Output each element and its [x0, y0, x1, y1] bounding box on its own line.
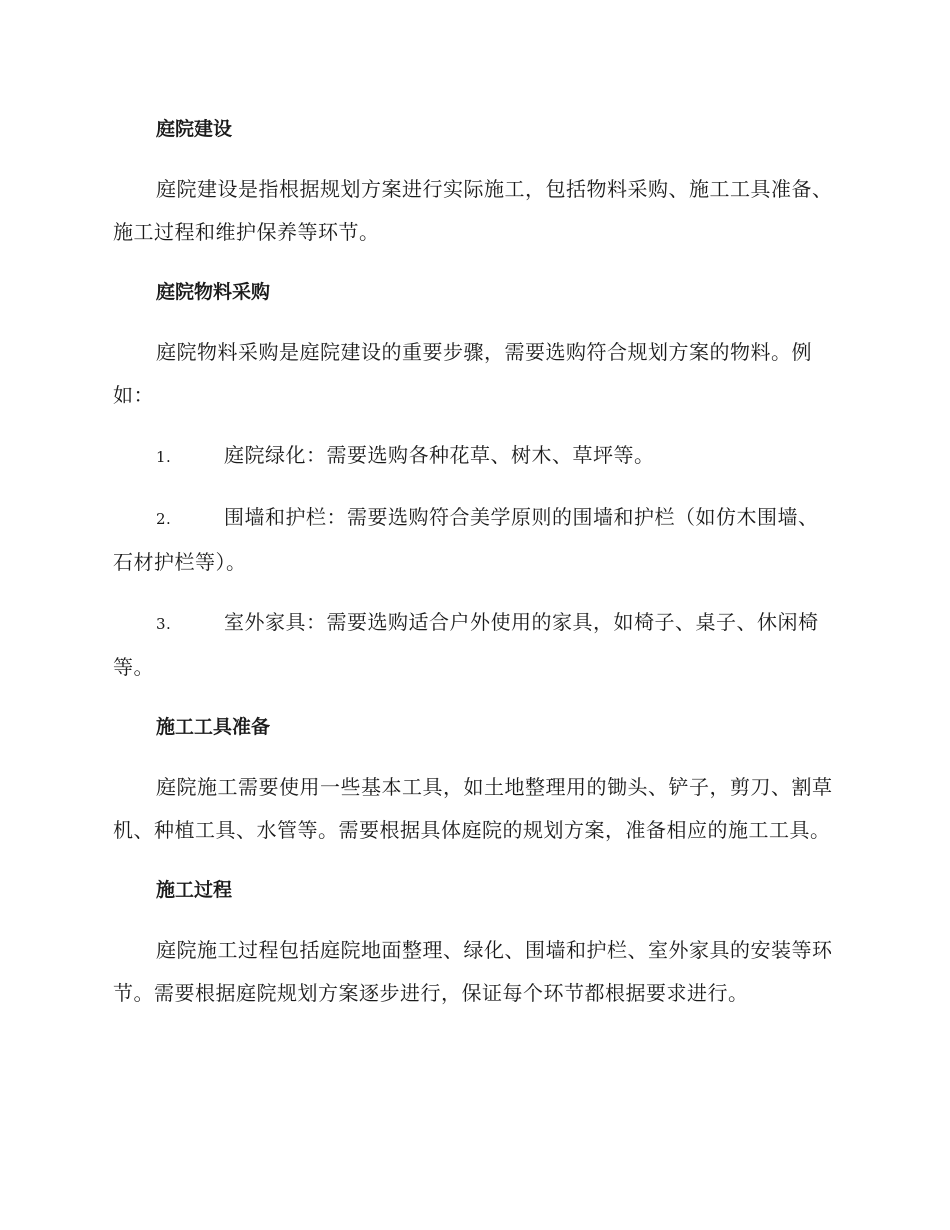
- section-heading-tool-preparation: 施工工具准备: [156, 716, 271, 738]
- section-paragraph-construction-process: 庭院施工过程包括庭院地面整理、绿化、围墙和护栏、室外家具的安装等环节。需要根据庭院规划方案逐步进行，保证每个环节都根据要求进行。: [113, 938, 833, 1005]
- document-page: [113, 108, 838, 1032]
- section-paragraph-courtyard-construction: 庭院建设是指根据规划方案进行实际施工，包括物料采购、施工工具准备、施工过程和维护保养等环节。: [113, 177, 833, 244]
- list-item: [113, 434, 838, 479]
- section-heading-courtyard-construction: 庭院建设: [156, 118, 233, 140]
- section-heading-material-purchase: 庭院物料采购: [156, 281, 271, 303]
- section-paragraph-material-purchase: 庭院物料采购是庭院建设的重要步骤，需要选购符合规划方案的物料。例如：: [113, 340, 812, 407]
- list-item-text: 围墙和护栏：需要选购符合美学原则的围墙和护栏（如仿木围墙、石材护栏等）。: [113, 505, 819, 574]
- section-heading-construction-process: 施工过程: [156, 879, 233, 901]
- list-item-number: 1.: [156, 448, 172, 466]
- list-item: [113, 601, 838, 689]
- list-item-number: 3.: [156, 615, 172, 633]
- section-paragraph-tool-preparation: 庭院施工需要使用一些基本工具，如土地整理用的锄头、铲子，剪刀、割草机、种植工具、水管等。需要根据具体庭院的规划方案，准备相应的施工工具。: [113, 775, 833, 842]
- list-item: [113, 496, 838, 584]
- list-item-number: 2.: [156, 510, 172, 528]
- list-item-text: 室外家具：需要选购适合户外使用的家具，如椅子、桌子、休闲椅等。: [113, 610, 819, 679]
- list-item-text: 庭院绿化：需要选购各种花草、树木、草坪等。: [224, 443, 655, 467]
